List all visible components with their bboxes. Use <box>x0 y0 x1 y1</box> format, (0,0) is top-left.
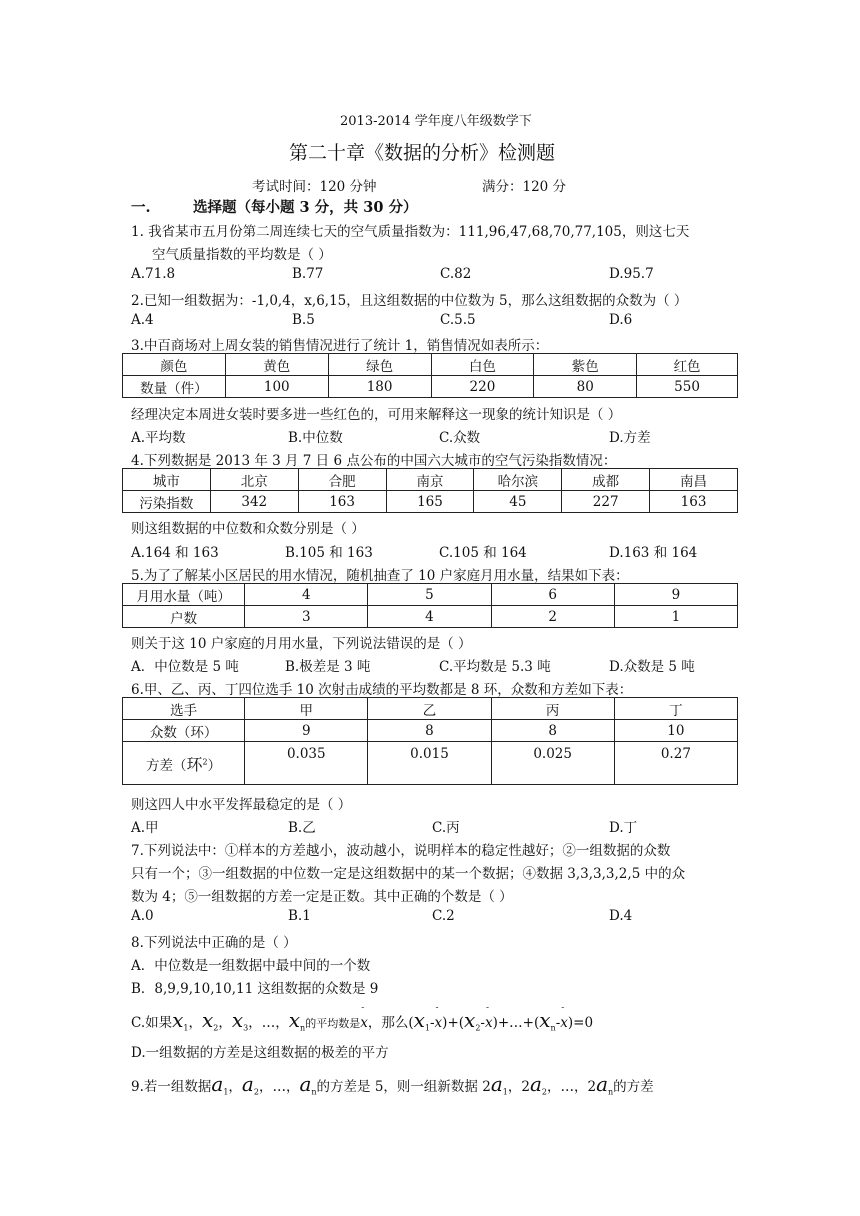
math-sub: 1 <box>502 1087 508 1097</box>
q8-c-then: ，那么 <box>367 1015 409 1031</box>
q4-option-a: A.164 和 163 <box>131 545 219 561</box>
q8-option-b: B．8,9,9,10,10,11 这组数据的众数是 9 <box>131 981 379 997</box>
q8-c-mid: 的平均数是 <box>305 1017 361 1030</box>
variance-unit: 环 <box>186 754 203 774</box>
table-cell <box>123 742 245 785</box>
math-sub: n <box>300 1023 306 1033</box>
q5-option-d: D.众数是 5 吨 <box>609 659 695 675</box>
q5-after: 则关于这 10 户家庭的月用水量，下列说法错误的是（ ） <box>131 636 472 652</box>
table-cell: 选手 <box>123 698 245 720</box>
q3-after: 经理决定本周进女装时要多进一些红色的，可用来解释这一现象的统计知识是（ ） <box>131 407 622 423</box>
q7-line1: 7.下列说法中：①样本的方差越小，波动越小，说明样本的稳定性越好；②一组数据的众数 <box>131 843 671 859</box>
math-sub: n <box>608 1087 614 1097</box>
q8-option-c: C.如果$x_1$，$x_2$，$x_3$，…，$x_n$的平均数是- x，那么($x_1--$ $x)+(x_2--$ $x)+\dots+(x_n--$ x)=0 <box>131 1008 593 1033</box>
table-cell: 180 <box>328 376 431 398</box>
q4-option-d: D.163 和 164 <box>609 545 698 561</box>
math-sub: 1 <box>424 1023 430 1033</box>
table-cell: 0.27 <box>614 742 737 785</box>
math-an: a <box>596 1072 608 1096</box>
q9-mid: 的方差是 5，则一组新数据 2 <box>316 1079 491 1095</box>
table-cell: 绿色 <box>328 354 431 376</box>
math-xn: x <box>288 1008 301 1032</box>
q1-stem-line2: 空气质量指数的平均数是（ ） <box>152 247 332 263</box>
table-cell: 0.025 <box>491 742 614 785</box>
table-cell: 甲 <box>245 698 368 720</box>
table-cell: 550 <box>637 376 738 398</box>
q1-option-b: B.77 <box>292 266 324 282</box>
q7-line2: 只有一个；③一组数据的中位数一定是这组数据中的某一个数据；④数据 3,3,3,3,2,5 中的众 <box>131 866 686 882</box>
q8-c-prefix: C.如果 <box>131 1015 173 1031</box>
q9-stem: 9.若一组数据$a_1$，$a_2$，…，$a_n$的方差是 5，则一组新数据 $2a_1$，$2a_2$，…，$2a_n$的方差 <box>131 1072 654 1097</box>
math-a2: a <box>241 1072 254 1096</box>
table-cell: 成都 <box>562 469 650 491</box>
table-row <box>123 742 738 785</box>
q7-option-d: D.4 <box>609 908 633 924</box>
q6-option-a: A.甲 <box>131 820 159 836</box>
math-xn: x <box>539 1008 551 1032</box>
table-cell: 163 <box>650 491 738 513</box>
table-cell: 4 <box>245 584 368 606</box>
variance-label: 方差（ <box>146 757 187 774</box>
q4-pollution-table <box>122 468 738 513</box>
q4-option-c: C.105 和 164 <box>439 545 527 561</box>
full-score: 满分：120 分 <box>482 179 567 195</box>
table-cell: 0.035 <box>245 742 368 785</box>
table-cell: 163 <box>298 491 386 513</box>
q8-option-d: D.一组数据的方差是这组数据的极差的平方 <box>131 1045 389 1061</box>
variance-close: ） <box>207 757 222 774</box>
math-sub: 1 <box>183 1023 189 1033</box>
q1-option-d: D.95.7 <box>609 266 654 282</box>
math-xbar: - x <box>485 1015 493 1031</box>
q2-option-c: C.5.5 <box>440 312 476 328</box>
table-cell: 342 <box>210 491 298 513</box>
q2-option-a: A.4 <box>131 312 154 328</box>
table-row <box>123 469 738 491</box>
q6-stem: 6.甲、乙、丙、丁四位选手 10 次射击成绩的平均数都是 8 环，众数和方差如下表： <box>131 682 633 698</box>
table-cell: 4 <box>368 606 491 628</box>
q3-stem: 3.中百商场对上周女装的销售情况进行了统计 1，销售情况如表所示： <box>131 338 549 354</box>
table-row <box>123 491 738 513</box>
table-cell: 黄色 <box>225 354 328 376</box>
table-row <box>123 606 738 628</box>
table-cell: 45 <box>474 491 562 513</box>
table-row <box>123 720 738 742</box>
q8-stem: 8.下列说法中正确的是（ ） <box>131 935 297 951</box>
q2-stem: 2.已知一组数据为：-1,0,4，x,6,15，且这组数据的中位数为 5，那么这组数据的众数为（ ） <box>131 293 688 309</box>
table-row <box>123 698 738 720</box>
q9-end: 的方差 <box>613 1079 654 1095</box>
math-sub: 1 <box>223 1087 229 1097</box>
table-cell: 合肥 <box>298 469 386 491</box>
q3-sales-table <box>122 353 738 398</box>
table-cell: 227 <box>562 491 650 513</box>
q7-line3: 数为 4；⑤一组数据的方差一定是正数。其中正确的个数是（ ） <box>131 889 513 905</box>
table-cell: 数量（件） <box>123 376 226 398</box>
exam-time: 考试时间：120 分钟 <box>252 179 377 195</box>
table-cell: 白色 <box>431 354 534 376</box>
table-cell: 1 <box>614 606 737 628</box>
page-title: 第二十章《数据的分析》检测题 <box>289 142 556 164</box>
q7-option-c: C.2 <box>432 908 455 924</box>
table-cell: 8 <box>368 720 491 742</box>
math-xbar: - x <box>560 1015 568 1031</box>
table-cell: 众数（环） <box>123 720 245 742</box>
q6-option-b: B.乙 <box>288 820 316 836</box>
table-row <box>123 584 738 606</box>
table-cell: 6 <box>491 584 614 606</box>
q3-option-b: B.中位数 <box>288 430 343 446</box>
math-sub: 2 <box>213 1023 219 1033</box>
table-cell: 紫色 <box>534 354 637 376</box>
math-sub: n <box>550 1023 556 1033</box>
variance-superscript: 2 <box>202 757 208 766</box>
math-sub: 2 <box>541 1087 547 1097</box>
table-cell: 北京 <box>210 469 298 491</box>
q5-option-c: C.平均数是 5.3 吨 <box>439 659 551 675</box>
math-an: a <box>299 1072 312 1096</box>
q2-option-d: D.6 <box>609 312 633 328</box>
table-cell: 城市 <box>123 469 211 491</box>
math-sub: 2 <box>475 1023 481 1033</box>
table-cell: 南昌 <box>650 469 738 491</box>
q3-option-c: C.众数 <box>439 430 481 446</box>
q5-option-a: A．中位数是 5 吨 <box>131 659 239 675</box>
math-sub: 3 <box>243 1023 249 1033</box>
table-row <box>123 354 738 376</box>
table-cell: 丙 <box>491 698 614 720</box>
table-cell: 红色 <box>637 354 738 376</box>
q5-option-b: B.极差是 3 吨 <box>285 659 371 675</box>
table-cell: 8 <box>491 720 614 742</box>
math-x2: x <box>464 1008 476 1032</box>
math-a2: a <box>529 1072 542 1096</box>
math-xbar: - x <box>435 1015 443 1031</box>
table-cell: 5 <box>368 584 491 606</box>
math-a1: a <box>490 1072 503 1096</box>
table-cell: 0.015 <box>368 742 491 785</box>
table-cell: 污染指数 <box>123 491 211 513</box>
table-cell: 100 <box>225 376 328 398</box>
table-cell: 颜色 <box>123 354 226 376</box>
q8-option-a: A．中位数是一组数据中最中间的一个数 <box>131 958 371 974</box>
q8-c-end: =0 <box>573 1015 594 1031</box>
math-x1: x <box>172 1008 184 1032</box>
table-cell: 80 <box>534 376 637 398</box>
q6-shooting-table <box>122 697 738 785</box>
year-line: 2013-2014 学年度八年级数学下 <box>340 114 532 129</box>
table-cell: 丁 <box>614 698 737 720</box>
q6-option-c: C.丙 <box>432 820 460 836</box>
q3-option-d: D.方差 <box>609 430 651 446</box>
q1-option-a: A.71.8 <box>131 266 176 282</box>
q4-after: 则这组数据的中位数和众数分别是（ ） <box>131 521 365 537</box>
q5-stem: 5.为了了解某小区居民的用水情况，随机抽查了 10 户家庭月用水量，结果如下表： <box>131 568 629 584</box>
math-x2: x <box>202 1008 214 1032</box>
section-title: 选择题（每小题 3 分，共 30 分） <box>193 199 418 216</box>
math-a1: a <box>211 1072 224 1096</box>
q6-after: 则这四人中水平发挥最稳定的是（ ） <box>131 797 352 813</box>
q4-option-b: B.105 和 163 <box>285 545 373 561</box>
table-cell: 3 <box>245 606 368 628</box>
q9-prefix: 9.若一组数据 <box>131 1079 212 1095</box>
q3-option-a: A.平均数 <box>131 430 186 446</box>
table-cell: 220 <box>431 376 534 398</box>
math-xbar: - x <box>360 1015 368 1031</box>
q4-stem: 4.下列数据是 2013 年 3 月 7 日 6 点公布的中国六大城市的空气污染指数情况： <box>131 453 617 469</box>
table-cell: 哈尔滨 <box>474 469 562 491</box>
table-cell: 9 <box>245 720 368 742</box>
q1-option-c: C.82 <box>440 266 472 282</box>
q6-option-d: D.丁 <box>609 820 638 836</box>
q1-stem-line1: 1. 我省某市五月份第二周连续七天的空气质量指数为：111,96,47,68,70,77,105，则这七天 <box>131 224 690 240</box>
table-cell: 南京 <box>386 469 474 491</box>
table-cell: 乙 <box>368 698 491 720</box>
section-number: 一. <box>131 199 151 216</box>
q7-option-b: B.1 <box>288 908 311 924</box>
q5-water-table <box>122 583 738 628</box>
table-cell: 9 <box>614 584 737 606</box>
q7-option-a: A.0 <box>131 908 154 924</box>
math-sub: 2 <box>253 1087 259 1097</box>
table-row <box>123 376 738 398</box>
math-sub: n <box>311 1087 317 1097</box>
table-cell: 10 <box>614 720 737 742</box>
table-cell: 月用水量（吨） <box>123 584 245 606</box>
table-cell: 165 <box>386 491 474 513</box>
table-cell: 2 <box>491 606 614 628</box>
math-x3: x <box>231 1008 244 1032</box>
math-x1: x <box>413 1008 425 1032</box>
table-cell: 户数 <box>123 606 245 628</box>
q2-option-b: B.5 <box>292 312 315 328</box>
